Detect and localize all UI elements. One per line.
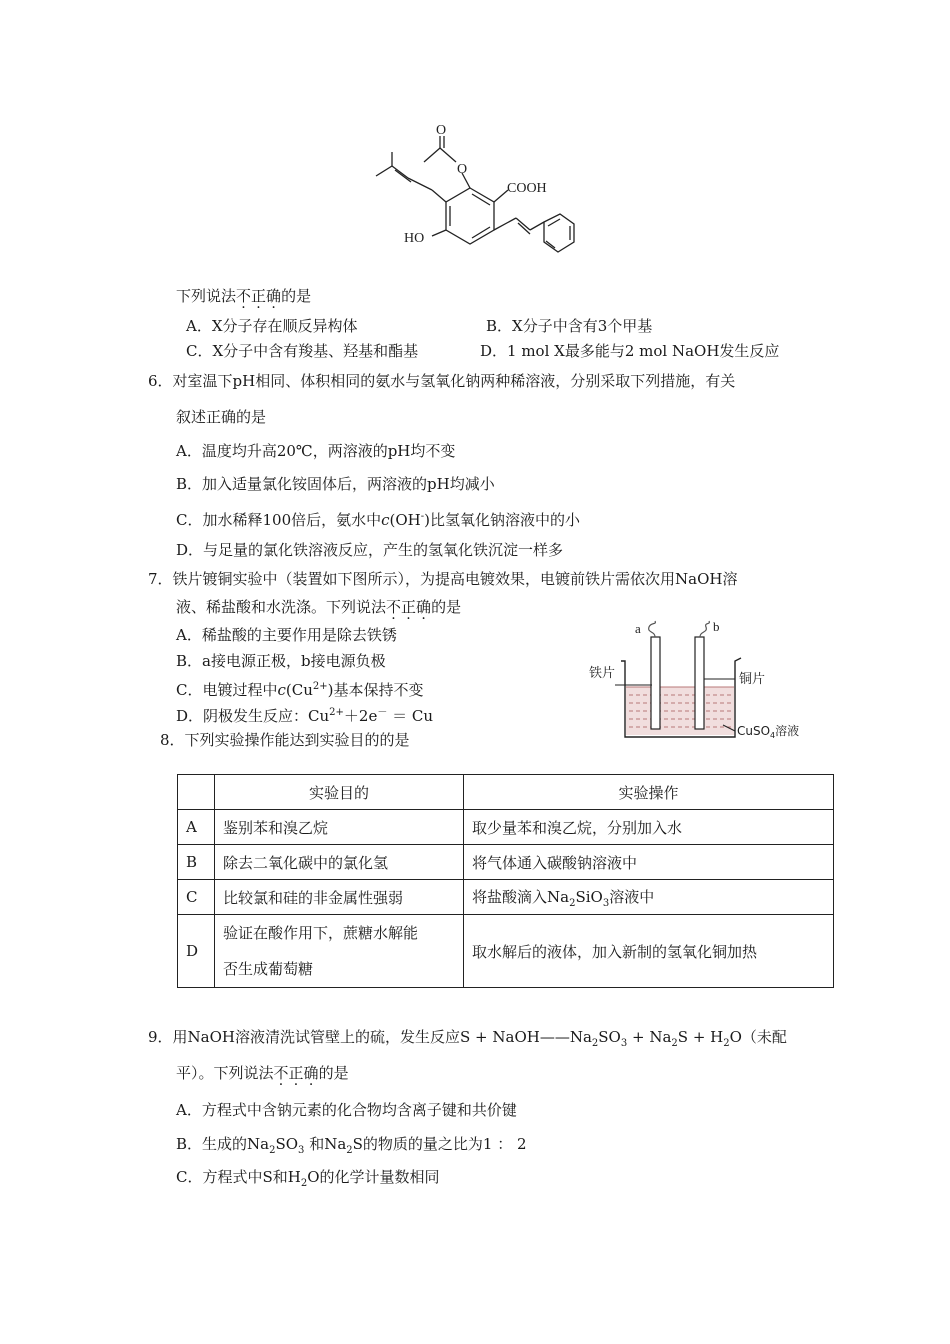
emphasis-char: 确 xyxy=(266,287,282,305)
q5-option-c: C．X分子中含有羧基、羟基和酯基 xyxy=(186,342,419,360)
q8-stem: 8．下列实验操作能达到实验目的的是 xyxy=(160,731,410,749)
copper-plate-label: 铜片 xyxy=(739,672,766,687)
row-purpose: 除去二氧化碳中的氯化氢 xyxy=(215,845,464,880)
electrode-a-label: a xyxy=(635,621,641,636)
row-purpose: 验证在酸作用下，蔗糖水解能 否生成葡萄糖 xyxy=(215,915,464,988)
emphasis-char: 正 xyxy=(401,598,417,616)
row-key: C xyxy=(178,880,215,915)
q5-option-a: A．X分子存在顺反异构体 xyxy=(186,317,358,335)
ho-label: HO xyxy=(404,231,425,246)
table-header-row xyxy=(178,775,834,810)
emphasis-char: 不 xyxy=(386,598,402,616)
row-purpose: 鉴别苯和溴乙烷 xyxy=(215,810,464,845)
q6-option-b: B．加入适量氯化铵固体后，两溶液的pH均减小 xyxy=(176,475,495,493)
emphasis-char: 不 xyxy=(236,287,252,305)
q6-option-a: A．温度均升高20℃，两溶液的pH均不变 xyxy=(176,442,456,460)
row-operation: 将气体通入碳酸钠溶液中 xyxy=(464,845,834,880)
row-key: D xyxy=(178,915,215,988)
electroplating-apparatus xyxy=(585,615,810,745)
q5-option-b: B．X分子中含有3个甲基 xyxy=(486,317,653,335)
q9-option-a: A．方程式中含钠元素的化合物均含离子键和共价键 xyxy=(176,1101,517,1119)
iron-plate-label: 铁片 xyxy=(589,666,616,681)
q7-stem-line1: 7．铁片镀铜实验中（装置如下图所示），为提高电镀效果，电镀前铁片需依次用NaOH溶 xyxy=(148,570,738,588)
table-header-purpose: 实验目的 xyxy=(215,775,464,810)
q7-option-a: A．稀盐酸的主要作用是除去铁锈 xyxy=(176,626,397,644)
emphasis-char: 确 xyxy=(303,1064,319,1082)
emphasis-char: 正 xyxy=(251,287,267,305)
table-row xyxy=(178,810,834,845)
table-row xyxy=(178,880,834,915)
q9-stem-line1: 9．用NaOH溶液清洗试管壁上的硫，发生反应$S + NaOH——Na_2SO_3 + Na_2S + H_2O$（未配 xyxy=(148,1028,787,1049)
q6-stem-line2: 叙述正确的是 xyxy=(176,408,267,426)
emphasis-char: 不 xyxy=(273,1064,289,1082)
o-carbonyl-label: O xyxy=(436,123,447,138)
q6-stem-line1: 6．对室温下pH相同、体积相同的氨水与氢氧化钠两种稀溶液，分别采取下列措施，有关 xyxy=(148,372,736,390)
q9-option-c: C．方程式中S和$H_2O$的化学计量数相同 xyxy=(176,1168,440,1189)
o-ester-label: O xyxy=(457,162,468,177)
q7-stem-line2: 液、稀盐酸和水洗涤。下列说法不正确的是 xyxy=(176,598,462,616)
table-header-key xyxy=(178,775,215,810)
q6-option-d: D．与足量的氯化铁溶液反应，产生的氢氧化铁沉淀一样多 xyxy=(176,541,564,559)
q9-stem-line2: 平）。下列说法不正确的是 xyxy=(176,1064,349,1082)
emphasis-char: 正 xyxy=(288,1064,304,1082)
emphasis-char: 确 xyxy=(416,598,432,616)
table-row xyxy=(178,845,834,880)
q5-stem: 下列说法不正确的是 xyxy=(176,287,312,305)
cooh-label: COOH xyxy=(507,181,547,196)
q7-option-c: C．电镀过程中$c(Cu^{2+})$基本保持不变 xyxy=(176,681,424,699)
row-operation: 取水解后的液体，加入新制的氢氧化铜加热 xyxy=(464,915,834,988)
row-key: A xyxy=(178,810,215,845)
electrode-b-label: b xyxy=(713,619,720,634)
q7-option-d: D．阴极发生反应：$Cu^{2+}+2e^- = Cu$ xyxy=(176,707,434,725)
q7-option-b: B．a接电源正极，b接电源负极 xyxy=(176,652,386,670)
row-operation: 将盐酸滴入$Na_2SiO_3$溶液中 xyxy=(464,880,834,915)
molecule-x-structure xyxy=(360,118,590,278)
table-header-operation: 实验操作 xyxy=(464,775,834,810)
cuso4-solution-label: CuSO$_4$溶液 xyxy=(737,724,800,740)
q8-experiment-table xyxy=(177,774,834,988)
q5-option-d: D．1 mol X最多能与2 mol NaOH发生反应 xyxy=(480,342,780,360)
row-purpose: 比较氯和硅的非金属性强弱 xyxy=(215,880,464,915)
q6-option-c: C．加水稀释100倍后，氨水中c(OH-)比氢氧化钠溶液中的小 xyxy=(176,511,580,529)
row-operation: 取少量苯和溴乙烷，分别加入水 xyxy=(464,810,834,845)
row-key: B xyxy=(178,845,215,880)
q9-option-b: B．生成的$Na_2SO_3$ 和$Na_2S$的物质的量之比为1 ： 2 xyxy=(176,1135,527,1156)
table-row xyxy=(178,915,834,988)
